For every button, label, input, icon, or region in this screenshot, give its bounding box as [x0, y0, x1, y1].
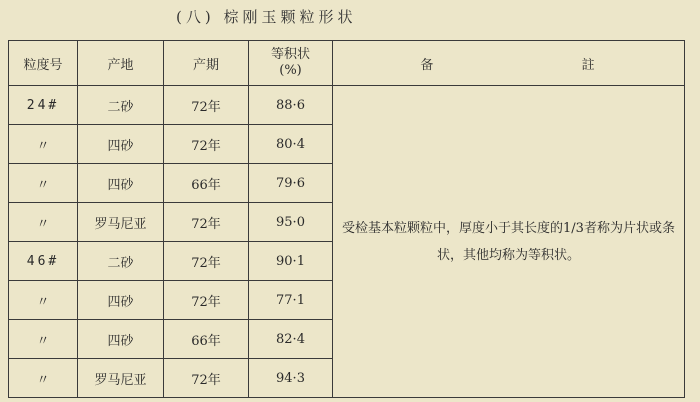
cell-origin: 罗马尼亚	[78, 359, 164, 398]
cell-origin: 二砂	[78, 86, 164, 125]
cell-origin: 四砂	[78, 164, 164, 203]
cell-year: 72年	[164, 281, 249, 320]
table-title: (八) 棕刚玉颗粒形状	[176, 8, 357, 26]
cell-pct: 94·3	[249, 359, 333, 398]
cell-pct: 79·6	[249, 164, 333, 203]
cell-pct: 80·4	[249, 125, 333, 164]
cell-grain: 46#	[9, 242, 78, 281]
header-grain-size: 粒度号	[9, 41, 78, 86]
header-equiaxed	[249, 41, 333, 86]
cell-year: 66年	[164, 164, 249, 203]
cell-grain: 〃	[9, 203, 78, 242]
cell-origin: 四砂	[78, 281, 164, 320]
grain-shape-table	[8, 40, 685, 398]
cell-grain: 〃	[9, 125, 78, 164]
cell-year: 72年	[164, 242, 249, 281]
cell-origin: 二砂	[78, 242, 164, 281]
cell-year: 72年	[164, 86, 249, 125]
header-remarks-left: 备	[420, 57, 436, 73]
cell-year: 66年	[164, 320, 249, 359]
header-equiaxed-line2: (%)	[279, 63, 302, 78]
header-remarks	[333, 41, 685, 86]
cell-grain: 24#	[9, 86, 78, 125]
table-row	[9, 86, 685, 125]
cell-year: 72年	[164, 359, 249, 398]
header-remarks-right: 註	[581, 57, 597, 73]
cell-origin: 罗马尼亚	[78, 203, 164, 242]
header-row	[9, 41, 685, 86]
cell-grain: 〃	[9, 320, 78, 359]
cell-year: 72年	[164, 203, 249, 242]
cell-year: 72年	[164, 125, 249, 164]
cell-grain: 〃	[9, 359, 78, 398]
cell-pct: 77·1	[249, 281, 333, 320]
header-origin: 产地	[78, 41, 164, 86]
header-equiaxed-line1: 等积状	[270, 47, 310, 62]
cell-origin: 四砂	[78, 320, 164, 359]
cell-pct: 82·4	[249, 320, 333, 359]
cell-pct: 90·1	[249, 242, 333, 281]
header-year: 产期	[164, 41, 249, 86]
remarks-cell: 受检基本粒颗粒中，厚度小于其长度的1/3者称为片状或条状，其他均称为等积状。	[333, 86, 685, 398]
cell-pct: 95·0	[249, 203, 333, 242]
cell-origin: 四砂	[78, 125, 164, 164]
cell-grain: 〃	[9, 164, 78, 203]
cell-pct: 88·6	[249, 86, 333, 125]
cell-grain: 〃	[9, 281, 78, 320]
